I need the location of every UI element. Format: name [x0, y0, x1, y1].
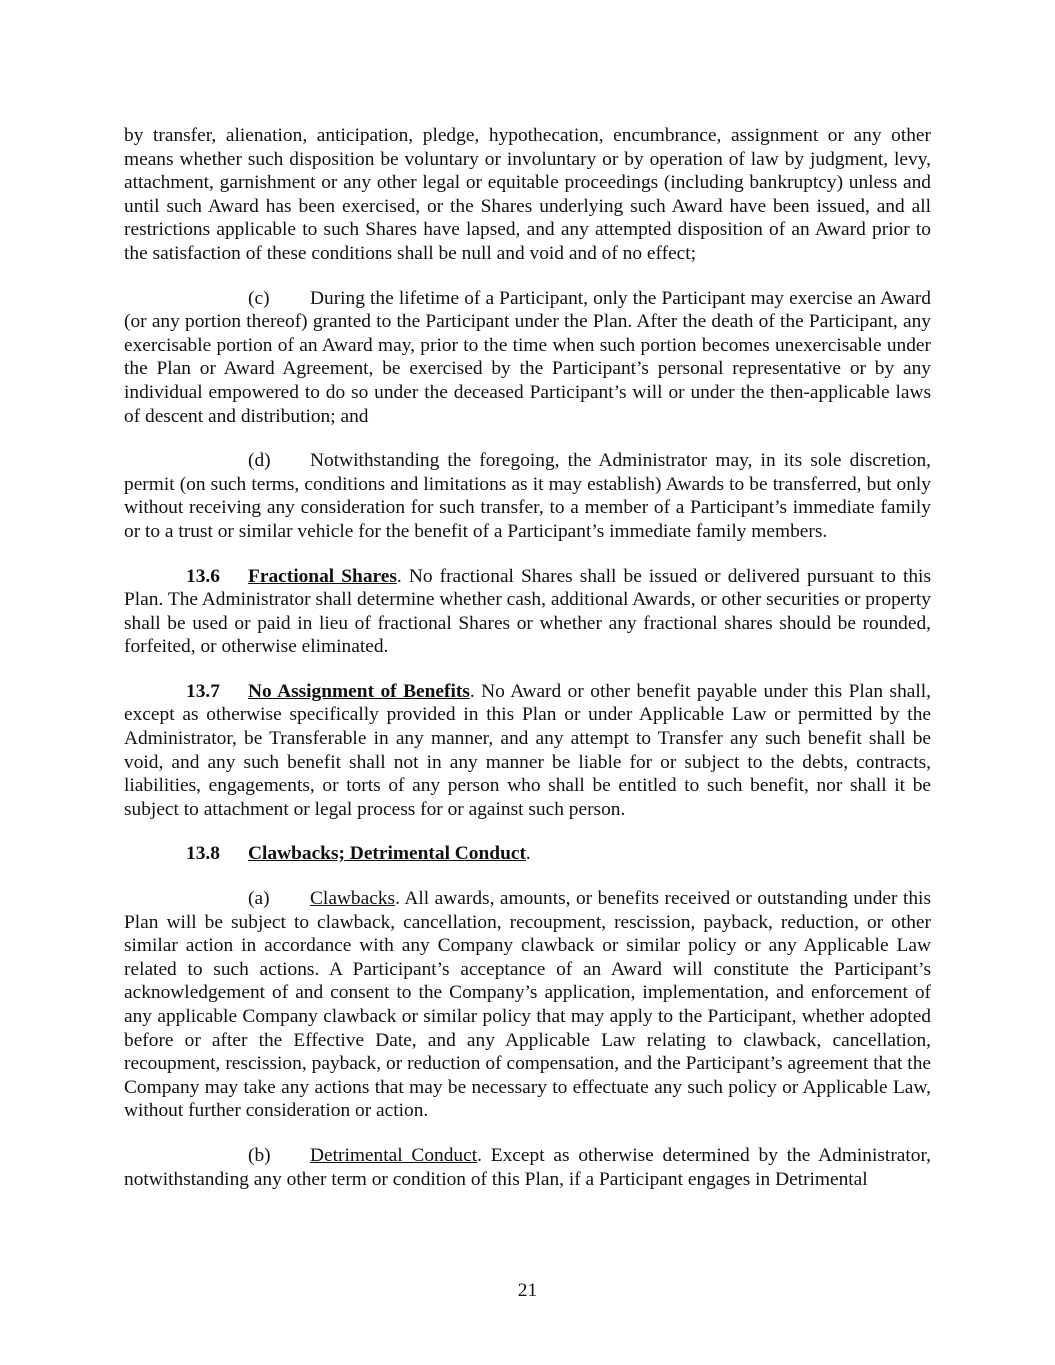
- section-heading: Clawbacks; Detrimental Conduct: [248, 843, 526, 865]
- paragraph-a-text: . All awards, amounts, or benefits received or outstanding under this Plan will be subject to clawback, cancellation, recoupment, rescission, payback, reduction, or other similar action in accordance with any Company clawback or similar policy or any Applicable Law related to such actions. A Participant’s acceptance of an Award will constitute the Participant’s acknowledgement of and consent to the Company’s application, implementation, and enforcement of any applicable Company clawback or similar policy that may apply to the Participant, whether adopted before or after the Effective Date, and any Applicable Law relating to clawback, cancellation, recoupment, rescission, payback, or reduction of compensation, and the Participant’s agreement that the Company may take any actions that may be necessary to effectuate any such policy or Applicable Law, without further consideration or action.: [124, 888, 931, 1122]
- item-label-b: (b): [248, 1144, 271, 1166]
- paragraph-text: by transfer, alienation, anticipation, pledge, hypothecation, encumbrance, assignment or any other means whether such disposition be voluntary or involuntary or by operation of law by judgment, levy, attachment, garnishment or any other legal or equitable proceedings (including bankruptcy) unless and until such Award has been exercised, or the Shares underlying such Award have been issued, and all restrictions applicable to such Shares have lapsed, and any attempted disposition of an Award prior to the satisfaction of these conditions shall be null and void and of no effect;: [124, 125, 931, 264]
- section-heading: Fractional Shares: [248, 565, 397, 587]
- section-13-6: [124, 565, 931, 659]
- paragraph-a-clawbacks: [124, 887, 931, 1123]
- section-heading: No Assignment of Benefits: [248, 680, 470, 702]
- subsection-heading: Detrimental Conduct: [310, 1144, 478, 1166]
- paragraph-d-text: Notwithstanding the foregoing, the Administrator may, in its sole discretion, permit (on such terms, conditions and limitations as it may establish) Awards to be transferred, but only without receiving any consideration for such transfer, to a member of a Participant’s immediate family or to a trust or similar vehicle for the benefit of a Participant’s immediate family members.: [124, 450, 931, 542]
- page-number: 21: [517, 1280, 538, 1301]
- section-13-7: [124, 680, 931, 822]
- section-number: 13.8: [186, 843, 220, 865]
- document-page: [124, 124, 931, 1212]
- item-label-c: (c): [248, 287, 270, 309]
- paragraph-b-detrimental-conduct: [124, 1144, 931, 1191]
- paragraph-c: [124, 287, 931, 429]
- section-13-8: [124, 842, 931, 866]
- paragraph-d: [124, 449, 931, 543]
- item-label-a: (a): [248, 888, 270, 910]
- item-label-d: (d): [248, 450, 271, 472]
- paragraph-b-text: . Except as otherwise determined by the Administrator, notwithstanding any other term or condition of this Plan, if a Participant engages in Detrimental: [124, 1144, 931, 1190]
- paragraph-transfer-restrictions: [124, 124, 931, 266]
- section-text: .: [525, 843, 531, 865]
- section-number: 13.6: [186, 565, 220, 587]
- section-text: . No Award or other benefit payable under this Plan shall, except as otherwise specifically provided in this Plan or under Applicable Law or permitted by the Administrator, be Transferable in any manner, and any attempt to Transfer any such benefit shall be void, and any such benefit shall not in any manner be liable for or subject to the debts, contracts, liabilities, engagements, or torts of any person who shall be entitled to such benefit, nor shall it be subject to attachment or legal process for or against such person.: [124, 680, 931, 820]
- paragraph-c-text: During the lifetime of a Participant, only the Participant may exercise an Award (or any portion thereof) granted to the Participant under the Plan. After the death of the Participant, any exercisable portion of an Award may, prior to the time when such portion becomes unexercisable under the Plan or Award Agreement, be exercised by the Participant’s personal representative or by any individual empowered to do so under the deceased Participant’s will or under the then-applicable laws of descent and distribution; and: [124, 287, 931, 427]
- section-text: . No fractional Shares shall be issued or delivered pursuant to this Plan. The Administrator shall determine whether cash, additional Awards, or other securities or property shall be used or paid in lieu of fractional Shares or whether any fractional shares should be rounded, forfeited, or otherwise eliminated.: [124, 565, 931, 658]
- subsection-heading: Clawbacks: [310, 888, 396, 910]
- section-number: 13.7: [186, 680, 220, 702]
